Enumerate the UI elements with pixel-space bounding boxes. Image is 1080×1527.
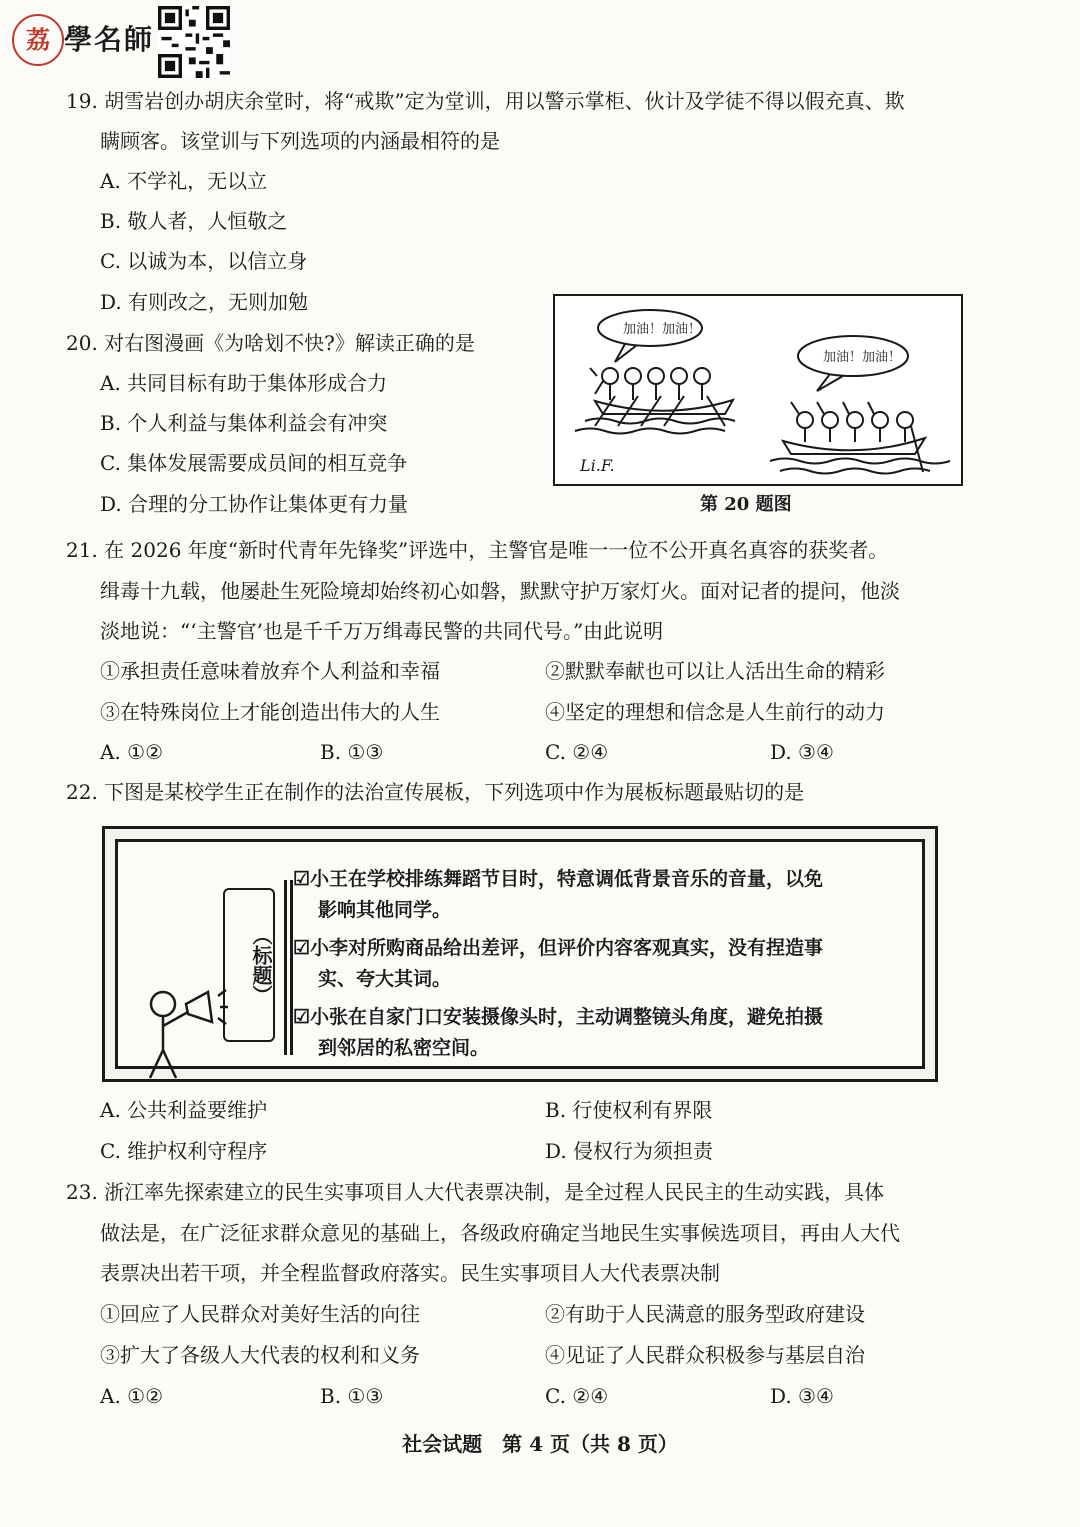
poster-item-1b: 影响其他同学。 (318, 899, 452, 921)
poster-item-3a: ☑小张在自家门口安装摄像头时，主动调整镜头角度，避免拍摄 (293, 1006, 824, 1028)
page-footer: 社会试题 第 4 页（共 8 页） (402, 1432, 678, 1456)
q21-option-b: B. ①③ (320, 740, 384, 764)
poster-title: （标题） (249, 925, 273, 1005)
q23-option-a: A. ①② (100, 1384, 164, 1408)
q22-option-a: A. 公共利益要维护 (100, 1098, 268, 1122)
q22-stem: 22. 下图是某校学生正在制作的法治宣传展板，下列选项中作为展板标题最贴切的是 (66, 780, 805, 804)
q22-option-c: C. 维护权利守程序 (100, 1139, 268, 1163)
legal-poster (102, 826, 938, 1082)
q21-statement-2: ②默默奉献也可以让人活出生命的精彩 (545, 659, 885, 683)
q21-statement-3: ③在特殊岗位上才能创造出伟大的人生 (100, 700, 440, 724)
poster-item-1a: ☑小王在学校排练舞蹈节目时，特意调低背景音乐的音量，以免 (293, 868, 824, 890)
rowing-cartoon (553, 294, 963, 486)
q20-option-c: C. 集体发展需要成员间的相互竞争 (100, 451, 408, 475)
q23-statement-3: ③扩大了各级人大代表的权利和义务 (100, 1343, 420, 1367)
rowing-boats-drawing (555, 296, 961, 484)
q20-option-a: A. 共同目标有助于集体形成合力 (100, 371, 388, 395)
qr-code-icon (158, 6, 230, 78)
q19-option-a: A. 不学礼，无以立 (100, 169, 268, 193)
poster-item-2b: 实、夸大其词。 (318, 968, 452, 990)
q21-option-c: C. ②④ (545, 740, 609, 764)
header-logo (8, 4, 238, 82)
brand-text: 學名師 (64, 23, 155, 56)
poster-frame (115, 839, 925, 1069)
stick-figure-megaphone-icon (138, 982, 228, 1082)
q21-option-d: D. ③④ (770, 740, 834, 764)
poster-title-frame (223, 888, 275, 1042)
q23-option-d: D. ③④ (770, 1384, 834, 1408)
q20-option-d: D. 合理的分工协作让集体更有力量 (100, 492, 409, 516)
q21-stem-line1: 21. 在 2026 年度“新时代青年先锋奖”评选中，主警官是唯一一位不公开真名真容的获奖者。 (66, 538, 889, 562)
q19-option-d: D. 有则改之，无则加勉 (100, 290, 309, 314)
q23-statement-1: ①回应了人民群众对美好生活的向往 (100, 1302, 420, 1326)
q21-stem-line2: 缉毒十九载，他屡赴生死险境却始终初心如磐，默默守护万家灯火。面对记者的提问，他淡 (100, 579, 900, 603)
q19-stem-line1: 19. 胡雪岩创办胡庆余堂时，将“戒欺”定为堂训，用以警示掌柜、伙计及学徒不得以假充真、欺 (66, 89, 905, 113)
bubble-right-text: 加油！加油！ (823, 350, 902, 365)
seal-logo: 荔 (12, 14, 64, 66)
bubble-left-text: 加油！加油！ (623, 322, 702, 337)
q22-option-d: D. 侵权行为须担责 (545, 1139, 714, 1163)
q23-option-c: C. ②④ (545, 1384, 609, 1408)
q21-option-a: A. ①② (100, 740, 164, 764)
q19-option-c: C. 以诚为本，以信立身 (100, 249, 308, 273)
q23-stem-line1: 23. 浙江率先探索建立的民生实事项目人大代表票决制，是全过程人民民主的生动实践，具体 (66, 1180, 885, 1204)
q20-option-b: B. 个人利益与集体利益会有冲突 (100, 411, 388, 435)
q21-statement-1: ①承担责任意味着放弃个人利益和幸福 (100, 659, 440, 683)
q19-stem-line2: 瞒顾客。该堂训与下列选项的内涵最相符的是 (100, 129, 500, 153)
q23-statement-4: ④见证了人民群众积极参与基层自治 (545, 1343, 865, 1367)
q23-stem-line3: 表票决出若干项，并全程监督政府落实。民生实事项目人大代表票决制 (100, 1261, 720, 1285)
q21-statement-4: ④坚定的理想和信念是人生前行的动力 (545, 700, 885, 724)
q23-statement-2: ②有助于人民满意的服务型政府建设 (545, 1302, 865, 1326)
cartoon-signature: Li.F. (580, 456, 615, 475)
q23-option-b: B. ①③ (320, 1384, 384, 1408)
q20-stem: 20. 对右图漫画《为啥划不快?》解读正确的是 (66, 331, 475, 355)
q22-option-b: B. 行使权利有界限 (545, 1098, 713, 1122)
q23-stem-line2: 做法是，在广泛征求群众意见的基础上，各级政府确定当地民生实事候选项目，再由人大代 (100, 1221, 900, 1245)
poster-item-2a: ☑小李对所购商品给出差评，但评价内容客观真实，没有捏造事 (293, 937, 824, 959)
poster-item-3b: 到邻居的私密空间。 (318, 1037, 490, 1059)
q21-stem-line3: 淡地说：“‘主警官’也是千千万万缉毒民警的共同代号。”由此说明 (100, 619, 664, 643)
q19-option-b: B. 敬人者，人恒敬之 (100, 209, 288, 233)
q20-figure-caption: 第 20 题图 (700, 494, 792, 515)
